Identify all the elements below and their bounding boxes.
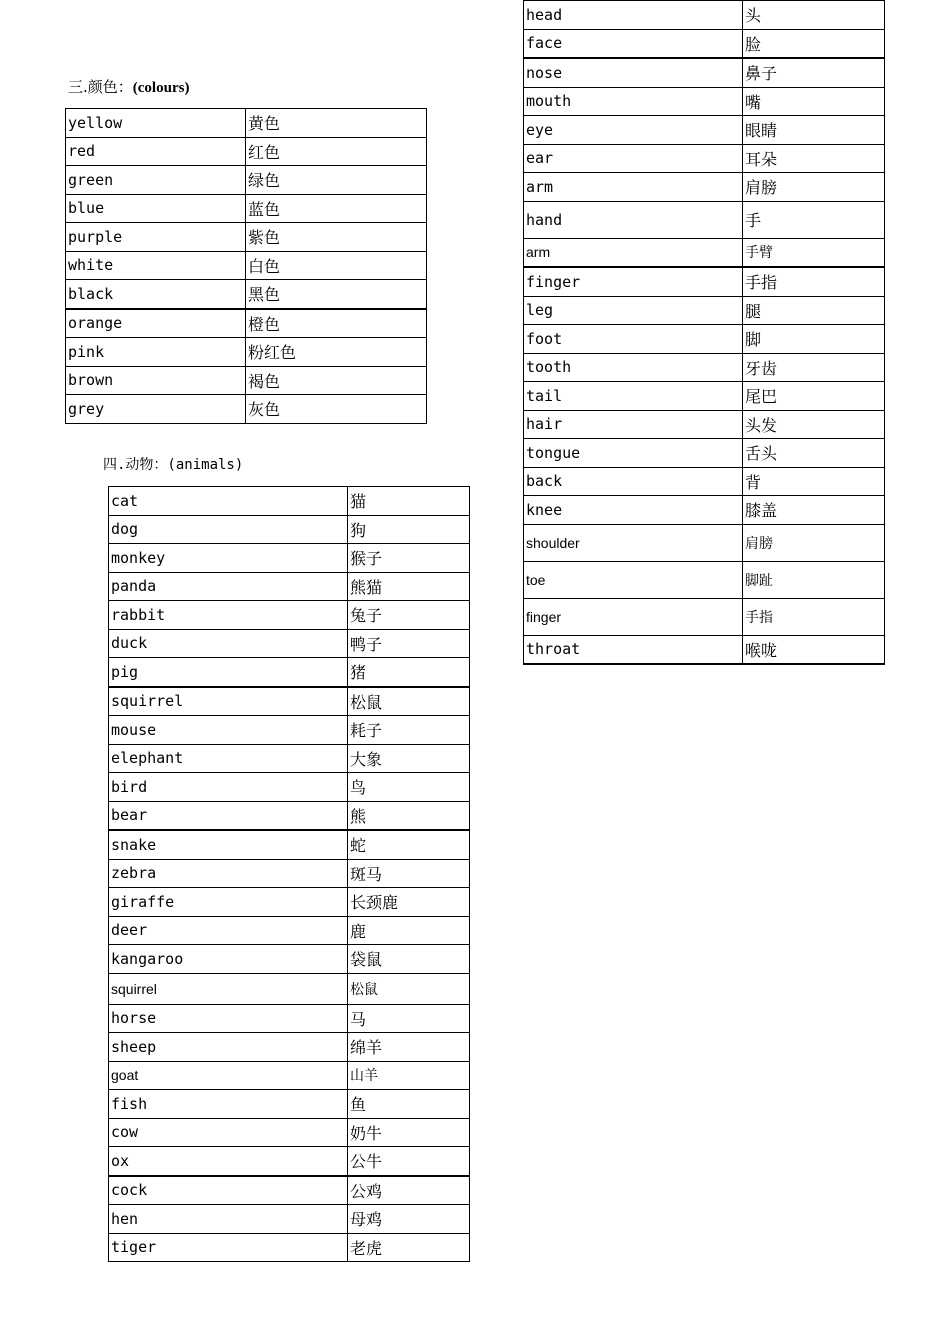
chinese-word: 长颈鹿 [348,888,470,917]
english-word: throat [524,635,743,664]
english-word: head [524,1,743,30]
animals-table [108,486,470,1262]
english-word: arm [524,173,743,202]
english-word: duck [109,629,348,658]
table-row [524,296,885,325]
chinese-word: 白色 [246,251,427,280]
chinese-word: 熊 [348,801,470,830]
english-word: elephant [109,744,348,773]
chinese-word: 松鼠 [348,973,470,1004]
english-word: black [66,280,246,309]
table-row [109,1176,470,1205]
chinese-word: 猴子 [348,544,470,573]
english-word: face [524,29,743,58]
chinese-word: 松鼠 [348,687,470,716]
chinese-word: 喉咙 [743,635,885,664]
animals-heading: 四.动物：(animals) [103,457,244,473]
chinese-word: 脚 [743,325,885,354]
english-word: cat [109,487,348,516]
table-row [109,1061,470,1090]
table-row [109,1205,470,1234]
table-row [66,395,427,424]
chinese-word: 熊猫 [348,572,470,601]
english-word: deer [109,916,348,945]
chinese-word: 鸟 [348,773,470,802]
english-word: ox [109,1147,348,1176]
english-word: arm [524,238,743,267]
chinese-word: 背 [743,467,885,496]
table-row [524,144,885,173]
table-row [66,137,427,166]
table-row [109,1118,470,1147]
english-word: squirrel [109,687,348,716]
chinese-word: 肩膀 [743,524,885,561]
table-row [109,1233,470,1262]
english-word: purple [66,223,246,252]
table-row [109,716,470,745]
chinese-word: 手指 [743,598,885,635]
english-word: finger [524,598,743,635]
english-word: zebra [109,859,348,888]
colours-heading-prefix: 三.颜色： [68,78,133,96]
english-word: hair [524,410,743,439]
chinese-word: 手 [743,201,885,238]
chinese-word: 灰色 [246,395,427,424]
english-word: grey [66,395,246,424]
english-word: eye [524,116,743,145]
english-word: cock [109,1176,348,1205]
chinese-word: 狗 [348,515,470,544]
chinese-word: 嘴 [743,87,885,116]
english-word: ear [524,144,743,173]
english-word: hen [109,1205,348,1234]
table-row [66,223,427,252]
table-row [109,888,470,917]
table-row [524,173,885,202]
chinese-word: 公牛 [348,1147,470,1176]
chinese-word: 眼睛 [743,116,885,145]
table-row [66,194,427,223]
english-word: dog [109,515,348,544]
table-row [524,496,885,525]
english-word: yellow [66,109,246,138]
table-row [109,629,470,658]
table-row [109,1090,470,1119]
english-word: orange [66,309,246,338]
english-word: giraffe [109,888,348,917]
table-row [109,1033,470,1062]
chinese-word: 橙色 [246,309,427,338]
table-row [524,524,885,561]
table-row [109,487,470,516]
table-row [524,267,885,296]
english-word: white [66,251,246,280]
table-row [524,561,885,598]
table-row [66,338,427,367]
table-row [524,201,885,238]
english-word: pink [66,338,246,367]
table-row [524,238,885,267]
chinese-word: 头发 [743,410,885,439]
chinese-word: 山羊 [348,1061,470,1090]
table-row [66,309,427,338]
chinese-word: 蛇 [348,830,470,859]
chinese-word: 牙齿 [743,353,885,382]
table-row [524,635,885,664]
table-row [109,544,470,573]
chinese-word: 鹿 [348,916,470,945]
table-row [66,251,427,280]
english-word: leg [524,296,743,325]
table-row [524,353,885,382]
chinese-word: 耗子 [348,716,470,745]
chinese-word: 猫 [348,487,470,516]
english-word: shoulder [524,524,743,561]
english-word: mouth [524,87,743,116]
table-row [524,116,885,145]
english-word: pig [109,658,348,687]
chinese-word: 尾巴 [743,382,885,411]
chinese-word: 公鸡 [348,1176,470,1205]
table-row [524,58,885,87]
chinese-word: 手臂 [743,238,885,267]
chinese-word: 舌头 [743,439,885,468]
chinese-word: 黄色 [246,109,427,138]
english-word: red [66,137,246,166]
english-word: tooth [524,353,743,382]
table-row [66,366,427,395]
table-row [109,601,470,630]
english-word: nose [524,58,743,87]
table-row [524,439,885,468]
table-row [66,280,427,309]
chinese-word: 紫色 [246,223,427,252]
table-row [109,945,470,974]
english-word: back [524,467,743,496]
chinese-word: 老虎 [348,1233,470,1262]
english-word: rabbit [109,601,348,630]
chinese-word: 马 [348,1004,470,1033]
chinese-word: 红色 [246,137,427,166]
chinese-word: 奶牛 [348,1118,470,1147]
colours-table [65,108,427,424]
chinese-word: 脸 [743,29,885,58]
english-word: panda [109,572,348,601]
chinese-word: 脚趾 [743,561,885,598]
english-word: toe [524,561,743,598]
chinese-word: 粉红色 [246,338,427,367]
table-row [66,166,427,195]
table-row [66,109,427,138]
colours-heading [68,78,189,97]
chinese-word: 头 [743,1,885,30]
english-word: bear [109,801,348,830]
table-row [109,859,470,888]
english-word: tiger [109,1233,348,1262]
english-word: kangaroo [109,945,348,974]
table-row [524,382,885,411]
english-word: bird [109,773,348,802]
chinese-word: 肩膀 [743,173,885,202]
chinese-word: 鼻子 [743,58,885,87]
table-row [109,830,470,859]
chinese-word: 斑马 [348,859,470,888]
chinese-word: 绿色 [246,166,427,195]
table-row [109,572,470,601]
table-row [524,325,885,354]
table-row [109,658,470,687]
english-word: horse [109,1004,348,1033]
english-word: monkey [109,544,348,573]
english-word: squirrel [109,973,348,1004]
chinese-word: 鸭子 [348,629,470,658]
chinese-word: 猪 [348,658,470,687]
table-row [109,801,470,830]
chinese-word: 膝盖 [743,496,885,525]
chinese-word: 腿 [743,296,885,325]
table-row [524,1,885,30]
table-row [109,1147,470,1176]
english-word: cow [109,1118,348,1147]
table-row [524,410,885,439]
table-row [109,687,470,716]
chinese-word: 手指 [743,267,885,296]
chinese-word: 耳朵 [743,144,885,173]
table-row [524,87,885,116]
english-word: hand [524,201,743,238]
english-word: mouse [109,716,348,745]
english-word: knee [524,496,743,525]
chinese-word: 绵羊 [348,1033,470,1062]
english-word: fish [109,1090,348,1119]
table-row [109,744,470,773]
table-row [524,598,885,635]
chinese-word: 袋鼠 [348,945,470,974]
table-row [109,515,470,544]
english-word: snake [109,830,348,859]
chinese-word: 大象 [348,744,470,773]
chinese-word: 蓝色 [246,194,427,223]
english-word: tail [524,382,743,411]
table-row [524,467,885,496]
chinese-word: 兔子 [348,601,470,630]
table-row [109,1004,470,1033]
table-row [109,916,470,945]
body-parts-table [523,0,885,665]
english-word: goat [109,1061,348,1090]
english-word: foot [524,325,743,354]
table-row [109,973,470,1004]
english-word: tongue [524,439,743,468]
english-word: blue [66,194,246,223]
english-word: brown [66,366,246,395]
chinese-word: 褐色 [246,366,427,395]
chinese-word: 母鸡 [348,1205,470,1234]
table-row [109,773,470,802]
chinese-word: 鱼 [348,1090,470,1119]
english-word: finger [524,267,743,296]
english-word: green [66,166,246,195]
english-word: sheep [109,1033,348,1062]
colours-heading-en: (colours) [132,80,190,96]
chinese-word: 黑色 [246,280,427,309]
table-row [524,29,885,58]
